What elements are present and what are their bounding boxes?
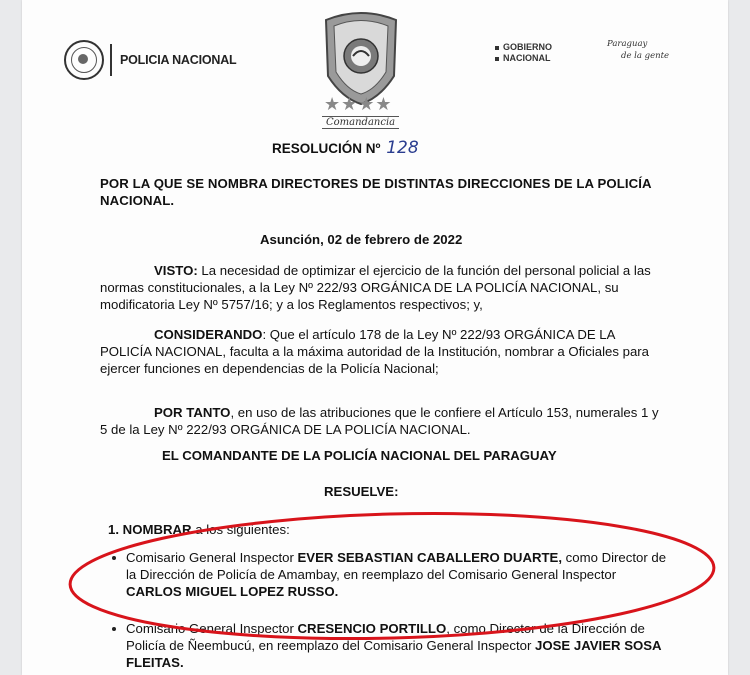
por-tanto-paragraph [100, 404, 660, 438]
appointee-name: CRESENCIO PORTILLO [297, 621, 447, 636]
gobierno-nacional-logo [495, 42, 552, 64]
visto-label: VISTO: [154, 263, 198, 278]
police-seal-icon [64, 40, 104, 80]
appointment-text: como Director de la Dirección de Policía de Amambay, en reemplazo del Comisario General Inspector [126, 550, 667, 582]
resolution-date: Asunción, 02 de febrero de 2022 [260, 232, 463, 247]
por-tanto-label: POR TANTO [154, 405, 231, 420]
resolution-number: 128 [386, 138, 419, 158]
commander-heading: EL COMANDANTE DE LA POLICÍA NACIONAL DEL PARAGUAY [162, 448, 557, 463]
agency-header [64, 40, 236, 80]
paraguay-slogan [607, 38, 669, 62]
gov-line-1: GOBIERNO [503, 42, 553, 52]
stars-icon: ★★★★ [324, 94, 393, 114]
considerando-text: : Que el artículo 178 de la Ley Nº 222/93 ORGÁNICA DE LA POLICÍA NACIONAL, faculta a la máxima autoridad de la Institución, nombrar a Oficiales para ejercer funciones en dependencias de la Policía Nacional; [100, 327, 649, 376]
appointment-text: , como Director de la Dirección de Policía de Ñeembucú, en reemplazo del Comisario General Inspector [126, 621, 645, 653]
article-1 [108, 521, 668, 538]
agency-name: POLICIA NACIONAL [120, 53, 237, 67]
resolution-title: POR LA QUE SE NOMBRA DIRECTORES DE DISTINTAS DIRECCIONES DE LA POLICÍA NACIONAL. [100, 176, 652, 208]
article-verb: NOMBRAR [122, 522, 192, 537]
appointment-item [126, 549, 674, 600]
considerando-paragraph [100, 326, 660, 377]
resuelve-heading: RESUELVE: [324, 484, 399, 499]
article-number: 1. [108, 522, 119, 537]
article-rest: a los siguientes: [191, 522, 290, 537]
replaced-name: CARLOS MIGUEL LOPEZ RUSSO. [126, 584, 339, 599]
appointee-name: EVER SEBASTIAN CABALLERO DUARTE, [297, 550, 563, 565]
considerando-label: CONSIDERANDO [154, 327, 263, 342]
document-page [22, 0, 728, 675]
slogan-line-2: de la gente [621, 51, 670, 61]
visto-text: La necesidad de optimizar el ejercicio de la función del personal policial a las normas constitucionales, a la Ley Nº 222/93 ORGÁNICA DE LA POLICÍA NACIONAL, su modificatoria Ley Nº 5757/16; y a los Reglamentos respectivos; y, [100, 263, 651, 312]
por-tanto-text: , en uso de las atribuciones que le confiere el Artículo 153, numerales 1 y 5 de la Ley Nº 222/93 ORGÁNICA DE LA POLICÍA NACIONAL. [100, 405, 659, 437]
comandancia-label: Comandancia [322, 116, 399, 129]
divider [110, 44, 112, 76]
appointment-rank: Comisario General Inspector [126, 550, 298, 565]
gov-line-2: NACIONAL [503, 53, 551, 63]
appointment-item [126, 620, 674, 671]
appointment-rank: Comisario General Inspector [126, 621, 298, 636]
replaced-name: JOSE JAVIER SOSA FLEITAS. [126, 638, 662, 670]
slogan-line-1: Paraguay [607, 39, 648, 49]
resolution-label: RESOLUCIÓN Nº [272, 141, 381, 156]
resolution-heading [272, 140, 472, 157]
visto-paragraph [100, 262, 660, 313]
